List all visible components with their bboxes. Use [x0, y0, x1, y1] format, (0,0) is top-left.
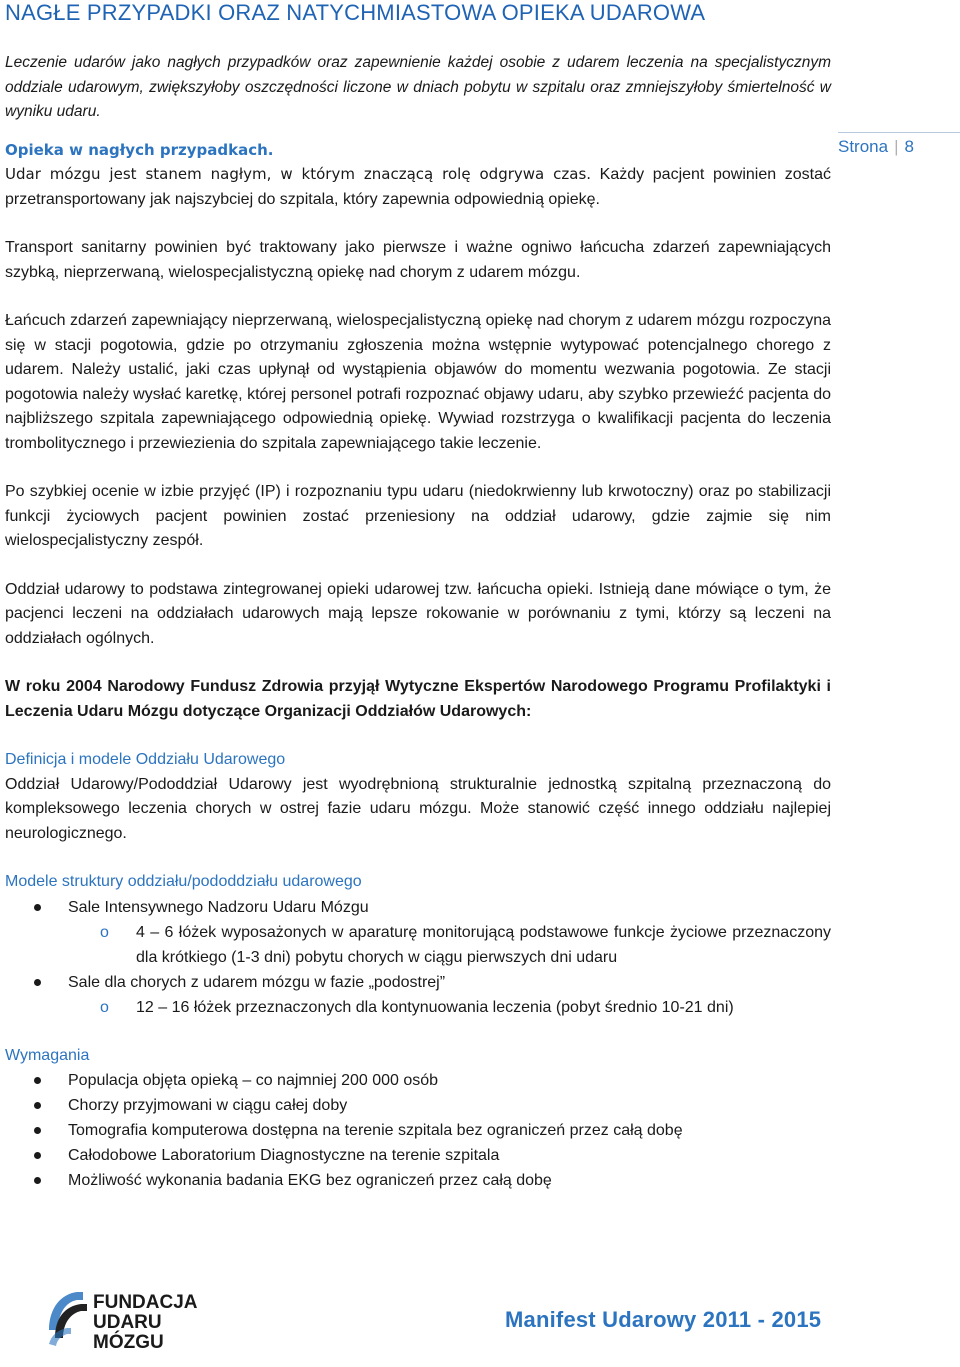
list-item [5, 1068, 831, 1093]
circle-bullet-icon: o [100, 923, 109, 941]
list-item-label: Możliwość wykonania badania EKG bez ograniczeń przez całą dobę [68, 1172, 552, 1189]
nfz-paragraph: W roku 2004 Narodowy Fundusz Zdrowia przyjął Wytyczne Ekspertów Narodowego Programu Profilaktyki i Leczenia Udaru Mózgu dotyczące Organizacji Oddziałów Udarowych: [5, 678, 831, 720]
models-list [5, 895, 831, 920]
page-number [838, 132, 960, 157]
assessment-paragraph: Po szybkiej ocenie w izbie przyjęć (IP) i rozpoznaniu typu udaru (niedokrwienny lub krwotoczny) oraz po stabilizacji funkcji życiowych pacjent powinien zostać przeniesiony na oddział udarowy, gdzie zajmie się nim wielospecjalistyczny zespół. [5, 483, 831, 549]
emergency-line1: Udar mózgu jest stanem nagłym, w którym znaczącą rolę odgrywa czas. [5, 165, 592, 183]
list-item [5, 970, 831, 995]
list-item-label: Sale Intensywnego Nadzoru Udaru Mózgu [68, 898, 369, 916]
requirements-list [5, 1068, 831, 1193]
sub-list-item-label: 4 – 6 łóżek wyposażonych w aparaturę monitorującą podstawowe funkcje życiowe przeznaczony dla krótkiego (1-3 dni) pobytu chorych w ciągu pierwszych dni udaru [136, 923, 831, 966]
definition-paragraph: Oddział Udarowy/Pododdział Udarowy jest wyodrębnioną strukturalnie jednostką szpitalną przeznaczoną do kompleksowego leczenia chorych w ostrej fazie udaru mózgu. Może stanowić część innego oddziału najlepiej neurologicznego. [5, 775, 831, 842]
list-item [5, 895, 831, 920]
list-item-label: Chorzy przyjmowani w ciągu całej doby [68, 1097, 348, 1114]
circle-bullet-icon: o [100, 998, 109, 1016]
page-separator: | [894, 137, 899, 156]
document-body [5, 51, 831, 1193]
intro-paragraph: Leczenie udarów jako nagłych przypadków oraz zapewnienie każdej osobie z udarem leczenia na specjalistycznym oddziale udarowym, zwiększyłoby oszczędności liczone w dniach pobytu w szpitalu oraz zmniejszyłoby śmiertelność w wyniku udaru. [5, 54, 831, 120]
list-item [5, 1093, 831, 1118]
sub-list-item [5, 995, 831, 1020]
models-sublist [5, 920, 831, 970]
list-item-label: Tomografia komputerowa dostępna na terenie szpitala bez ograniczeń przez całą dobę [68, 1122, 683, 1139]
page-title: NAGŁE PRZYPADKI ORAZ NATYCHMIASTOWA OPIEKA UDAROWA [5, 0, 706, 25]
list-item [5, 1168, 831, 1193]
logo-line2: UDARU [93, 1312, 162, 1333]
chain-paragraph: Łańcuch zdarzeń zapewniający nieprzerwaną, wielospecjalistyczną opiekę nad chorym z udarem mózgu rozpoczyna się w stacji pogotowia, gdzie po otrzymaniu zgłoszenia można wstępnie wytypować potencjalnego chorego z udarem. Należy ustalić, jaki czas upłynął od wystąpienia objawów do momentu wezwania pogotowia. Ze stacji pogotowia należy wysłać karetkę, której personel potrafi rozpoznać objawy udaru, aby szybko przewieźć pacjenta do najbliższego szpitala zapewniającego odpowiednią opiekę. Wywiad rozstrzyga o kwalifikacji pacjenta do leczenia trombolitycznego i przewiezienia do szpitala zapewniającego takie leczenie. [5, 312, 831, 452]
requirements-heading: Wymagania [5, 1046, 90, 1064]
emergency-paragraph [5, 162, 831, 212]
bullet-icon [34, 1177, 41, 1184]
list-item-label: Całodobowe Laboratorium Diagnostyczne na terenie szpitala [68, 1147, 500, 1164]
definition-heading: Definicja i modele Oddziału Udarowego [5, 751, 286, 768]
bullet-icon [34, 1127, 41, 1134]
page-label: Strona [838, 137, 889, 156]
emergency-line2: Każdy pacjent powinien zostać przetransportowany jak najszybciej do szpitala, który zapewnia odpowiednią opiekę. [5, 166, 831, 208]
list-item-label: Populacja objęta opieką – co najmniej 200 000 osób [68, 1072, 439, 1089]
footer-title: Manifest Udarowy 2011 - 2015 [505, 1307, 822, 1332]
list-item-label: Sale dla chorych z udarem mózgu w fazie „podostrej” [68, 973, 446, 991]
transport-paragraph: Transport sanitarny powinien być traktowany jako pierwsze i ważne ogniwo łańcucha zdarzeń zapewniających szybką, nieprzerwaną, wielospecjalistyczną opiekę nad chorym z udarem mózgu. [5, 239, 831, 281]
bullet-icon [34, 904, 41, 911]
emergency-heading: Opieka w nagłych przypadkach. [5, 140, 274, 159]
sub-list-item-label: 12 – 16 łóżek przeznaczonych dla kontynuowania leczenia (pobyt średnio 10-21 dni) [136, 998, 734, 1016]
models-list [5, 970, 831, 995]
bullet-icon [34, 1152, 41, 1159]
ward-paragraph: Oddział udarowy to podstawa zintegrowanej opieki udarowej tzw. łańcucha opieki. Istnieją dane mówiące o tym, że pacjenci leczeni na oddziałach udarowych mają lepsze rokowanie w porównaniu z tymi, którzy są leczeni na oddziałach ogólnych. [5, 580, 831, 647]
page-number-value: 8 [904, 137, 914, 156]
logo-mark [49, 1292, 87, 1346]
list-item [5, 1143, 831, 1168]
logo-line1: FUNDACJA [93, 1292, 197, 1313]
bullet-icon [34, 1077, 41, 1084]
list-item [5, 1118, 831, 1143]
logo-line3: MÓZGU [93, 1332, 164, 1353]
models-sublist [5, 995, 831, 1020]
sub-list-item [5, 920, 831, 970]
fundacja-udaru-mozgu-logo [47, 1278, 197, 1353]
bullet-icon [34, 1102, 41, 1109]
bullet-icon [34, 979, 41, 986]
models-heading: Modele struktury oddziału/pododdziału udarowego [5, 873, 362, 890]
